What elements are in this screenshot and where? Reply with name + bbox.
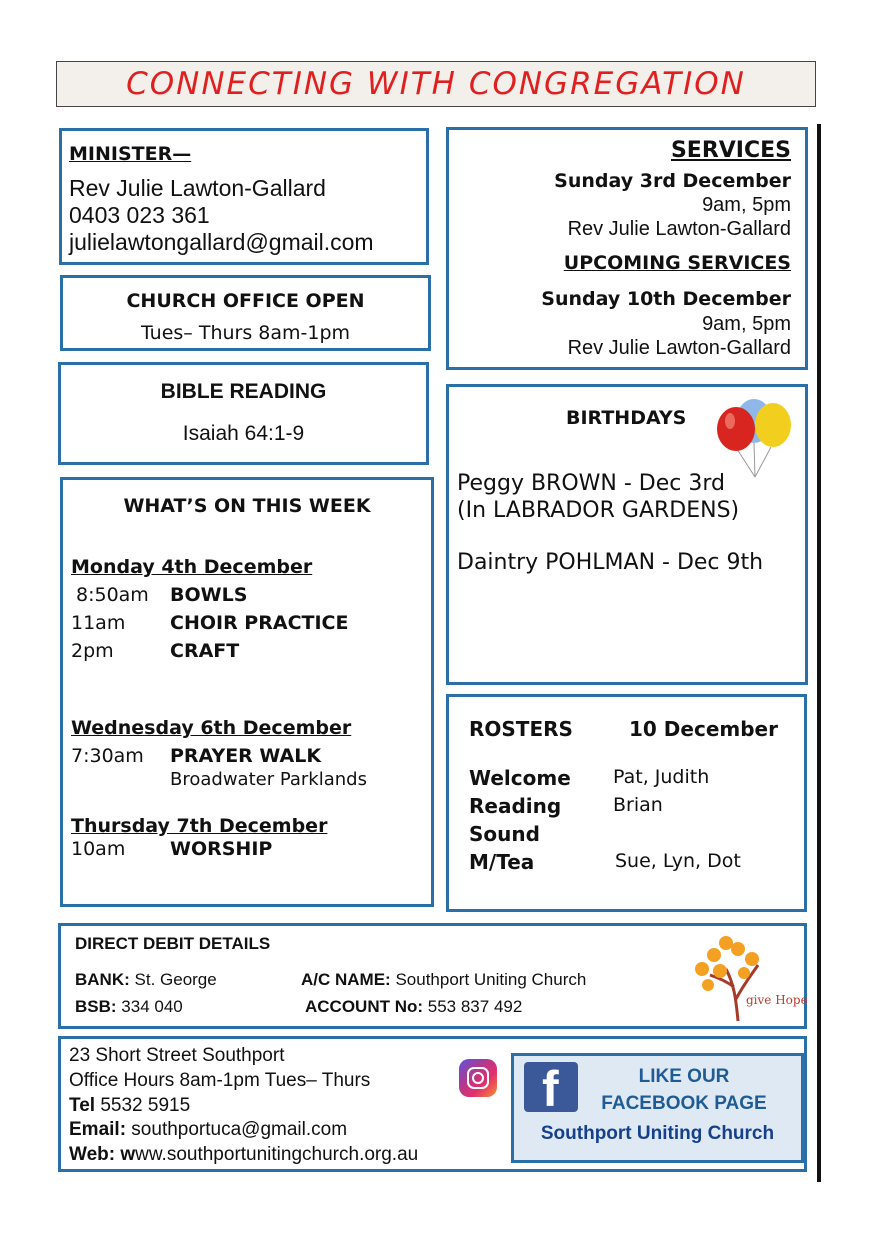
vertical-divider [817,124,821,1182]
email-label: Email: [69,1119,127,1140]
rosters-heading: ROSTERS [469,717,573,741]
minister-box [59,128,429,265]
minister-name: Rev Julie Lawton-Gallard [69,175,326,201]
event-time: 11am [71,612,126,634]
bsb-label: BSB: [75,997,117,1016]
page-title: CONNECTING WITH CONGREGATION [126,66,746,102]
account-name-value: Southport Uniting Church [390,970,587,989]
rosters-box [446,694,807,912]
roster-role: Sound [469,822,540,846]
event-time: 8:50am [76,584,149,606]
web-value[interactable]: ww.southportunitingchurch.org.au [135,1144,419,1165]
facebook-church-name: Southport Uniting Church [540,1123,775,1144]
account-number-label: ACCOUNT No: [305,997,424,1016]
service-times: 9am, 5pm [702,194,791,216]
minister-phone: 0403 023 361 [69,202,210,228]
bsb-line [75,997,183,1017]
roster-role: Welcome [469,766,571,790]
roster-role: M/Tea [469,850,535,874]
account-name-line [301,970,586,990]
give-hope-logo [686,929,808,1024]
account-number-value: 553 837 492 [423,997,523,1016]
upcoming-services-heading: UPCOMING SERVICES [563,252,791,274]
rosters-date: 10 December [629,717,778,741]
bank-value: St. George [129,970,217,989]
event-name: BOWLS [170,584,248,606]
bank-label: BANK: [75,970,130,989]
web-line [69,1144,418,1166]
birthday-entry: Daintry POHLMAN - Dec 9th [457,550,764,575]
event-name: WORSHIP [170,838,273,860]
email-value[interactable]: southportuca@gmail.com [126,1119,348,1140]
whats-on-title: WHAT’S ON THIS WEEK [123,495,371,517]
minister-email[interactable]: julielawtongallard@gmail.com [69,229,374,255]
birthdays-box [446,384,808,685]
minister-heading: MINISTER— [69,143,192,165]
service-date: Sunday 10th December [541,288,791,310]
facebook-like-line1: LIKE OUR [638,1066,730,1087]
event-time: 10am [71,838,126,860]
services-heading: SERVICES [670,138,791,163]
service-date: Sunday 3rd December [554,170,791,192]
roster-names: Sue, Lyn, Dot [615,850,741,872]
instagram-icon-lens [472,1072,484,1084]
email-line [69,1119,347,1141]
tel-value: 5532 5915 [95,1095,191,1116]
direct-debit-heading: DIRECT DEBIT DETAILS [75,934,271,953]
day-heading: Monday 4th December [71,556,313,578]
office-heading: CHURCH OFFICE OPEN [126,290,365,312]
facebook-like-line2: FACEBOOK PAGE [601,1093,767,1114]
facebook-panel[interactable] [511,1053,804,1163]
office-hours-box [60,275,431,351]
roster-role: Reading [469,794,562,818]
bible-reading: Isaiah 64:1-9 [182,422,305,445]
bible-reading-box [58,362,429,465]
event-time: 2pm [71,640,114,662]
service-leader: Rev Julie Lawton-Gallard [567,218,791,240]
whats-on-box [60,477,434,907]
event-name: CRAFT [170,640,240,662]
services-box [446,127,808,370]
event-time: 7:30am [71,745,144,767]
office-hours-line: Office Hours 8am-1pm Tues– Thurs [69,1070,371,1091]
day-heading: Thursday 7th December [71,815,328,837]
day-heading: Wednesday 6th December [71,717,352,739]
birthday-entry: (In LABRADOR GARDENS) [457,498,740,523]
event-name: PRAYER WALK [170,745,322,767]
give-hope-text: give Hope [746,993,808,1007]
account-number-line [305,997,522,1017]
event-detail: Broadwater Parklands [170,769,367,790]
address: 23 Short Street Southport [69,1045,285,1066]
facebook-icon: f [524,1062,578,1112]
service-times: 9am, 5pm [702,313,791,335]
account-name-label: A/C NAME: [301,970,391,989]
birthdays-heading: BIRTHDAYS [566,407,687,429]
web-label: Web: w [69,1144,136,1165]
bible-heading: BIBLE READING [160,380,327,403]
direct-debit-box [58,923,807,1029]
office-hours: Tues– Thurs 8am-1pm [140,322,351,344]
tel-line [69,1095,190,1117]
instagram-icon[interactable] [459,1059,497,1097]
birthday-entry: Peggy BROWN - Dec 3rd [457,471,725,496]
contact-box [58,1036,807,1172]
event-name: CHOIR PRACTICE [170,612,349,634]
service-leader: Rev Julie Lawton-Gallard [567,337,791,359]
bank-line [75,970,217,990]
tel-label: Tel [69,1095,96,1116]
bsb-value: 334 040 [116,997,183,1016]
roster-names: Pat, Judith [613,766,710,788]
roster-names: Brian [613,794,663,816]
page-header [56,61,816,107]
